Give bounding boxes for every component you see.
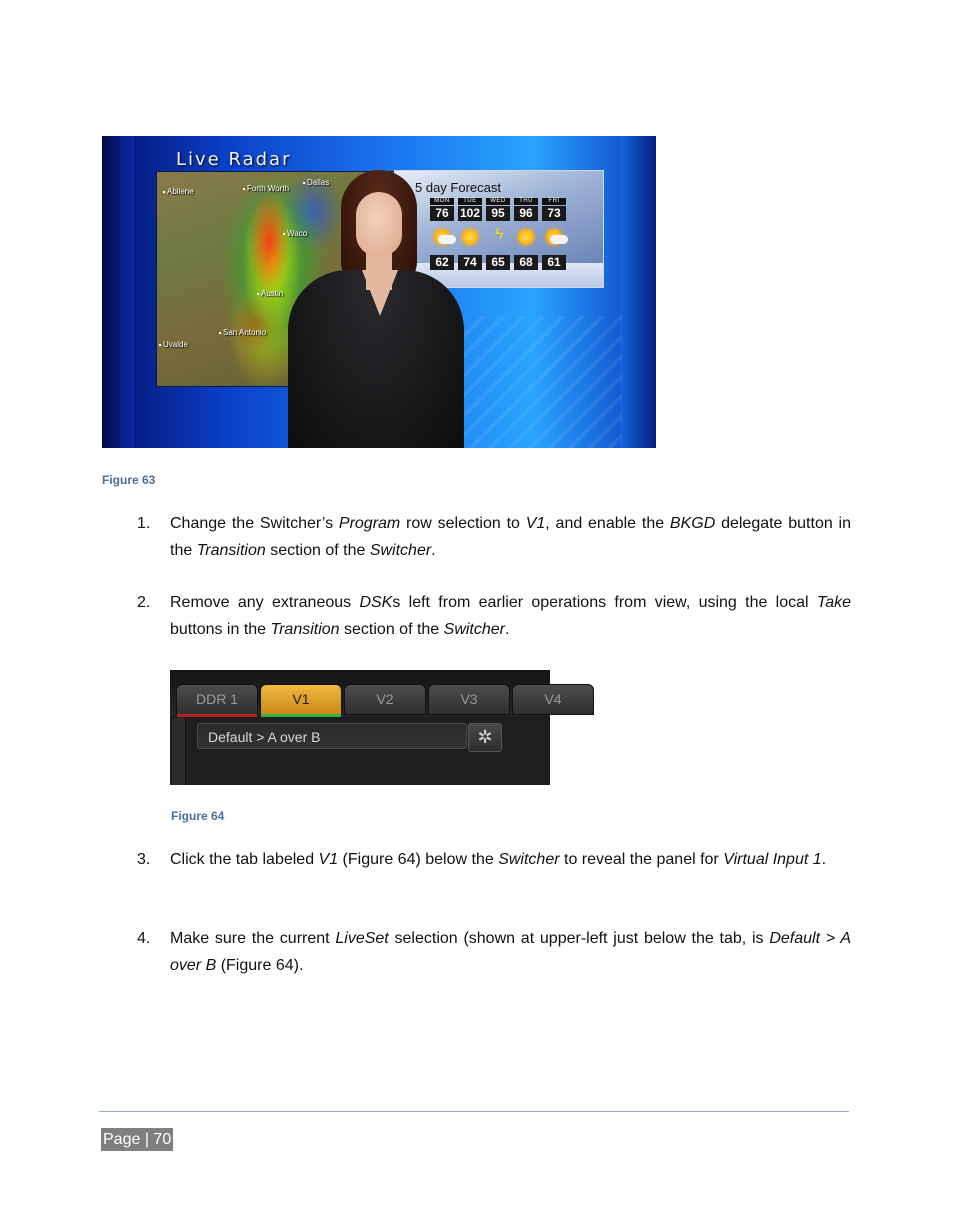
tab-v1[interactable] bbox=[260, 684, 342, 715]
day-name: MON bbox=[430, 198, 454, 205]
frame-left bbox=[102, 136, 134, 448]
forecast-day bbox=[514, 198, 538, 270]
figure-63-image bbox=[102, 136, 656, 448]
day-low: 62 bbox=[430, 255, 454, 270]
gear-icon[interactable]: ✲ bbox=[468, 723, 502, 752]
step-text: Make sure the current LiveSet selection (shown at upper-left just below the tab, is Default > A over B (Figure 64). bbox=[170, 930, 851, 974]
day-name: THU bbox=[514, 198, 538, 205]
step-text: Remove any extraneous DSKs left from earlier operations from view, using the local Take buttons in the Transition section of the Switcher. bbox=[170, 594, 851, 638]
tab-label: DDR 1 bbox=[195, 691, 238, 707]
city-label: Waco bbox=[287, 229, 308, 238]
day-low: 65 bbox=[486, 255, 510, 270]
liveset-selector[interactable]: Default > A over B bbox=[197, 723, 467, 749]
footer-rule bbox=[99, 1111, 849, 1112]
day-name: TUE bbox=[458, 198, 482, 205]
presenter-figure bbox=[286, 170, 466, 448]
city-label: San Antonio bbox=[223, 328, 267, 337]
frame-right bbox=[620, 136, 656, 448]
step-text: Change the Switcher’s Program row selection to V1, and enable the BKGD delegate button in the Transition section of the Switcher. bbox=[170, 515, 851, 559]
day-name: FRI bbox=[542, 198, 566, 205]
day-high: 102 bbox=[459, 206, 481, 220]
tab-label: V2 bbox=[376, 691, 394, 707]
tab-label: V4 bbox=[544, 691, 562, 707]
radar-title: Live Radar bbox=[176, 149, 292, 170]
panel-left-edge bbox=[172, 718, 186, 785]
city-label: Dallas bbox=[307, 178, 330, 187]
tab-v4[interactable] bbox=[512, 684, 594, 715]
city-label: Abilene bbox=[167, 187, 194, 196]
forecast-day bbox=[542, 198, 566, 270]
tab-v2[interactable] bbox=[344, 684, 426, 715]
step-number: 3. bbox=[137, 851, 151, 868]
day-high: 96 bbox=[514, 206, 538, 221]
day-high: 95 bbox=[486, 206, 510, 221]
day-high: 73 bbox=[542, 206, 566, 221]
city-label: Forth Worth bbox=[247, 184, 290, 193]
forecast-day bbox=[486, 198, 510, 270]
day-low: 74 bbox=[458, 255, 482, 270]
forecast-title: 5 day Forecast bbox=[415, 180, 501, 195]
tab-label: V1 bbox=[292, 691, 310, 707]
step-text: Click the tab labeled V1 (Figure 64) below the Switcher to reveal the panel for Virtual Input 1. bbox=[170, 851, 827, 868]
tab-ddr1[interactable] bbox=[176, 684, 258, 715]
day-high: 76 bbox=[430, 206, 454, 221]
sun-icon bbox=[514, 221, 538, 255]
city-label: Austin bbox=[261, 289, 284, 298]
tab-label: V3 bbox=[460, 691, 478, 707]
figure-caption: Figure 63 bbox=[102, 473, 156, 487]
step-number: 1. bbox=[137, 515, 151, 532]
city-label: Uvalde bbox=[163, 340, 188, 349]
step-number: 2. bbox=[137, 594, 151, 611]
page-number: Page | 70 bbox=[101, 1128, 173, 1151]
sun-cloud-icon bbox=[542, 221, 566, 255]
figure-64-image bbox=[170, 670, 562, 785]
step-number: 4. bbox=[137, 930, 151, 947]
day-low: 68 bbox=[514, 255, 538, 270]
figure-caption: Figure 64 bbox=[171, 809, 225, 823]
day-name: WED bbox=[486, 198, 510, 205]
day-low: 61 bbox=[542, 255, 566, 270]
lightning-icon: ϟ bbox=[495, 226, 504, 243]
tab-v3[interactable] bbox=[428, 684, 510, 715]
